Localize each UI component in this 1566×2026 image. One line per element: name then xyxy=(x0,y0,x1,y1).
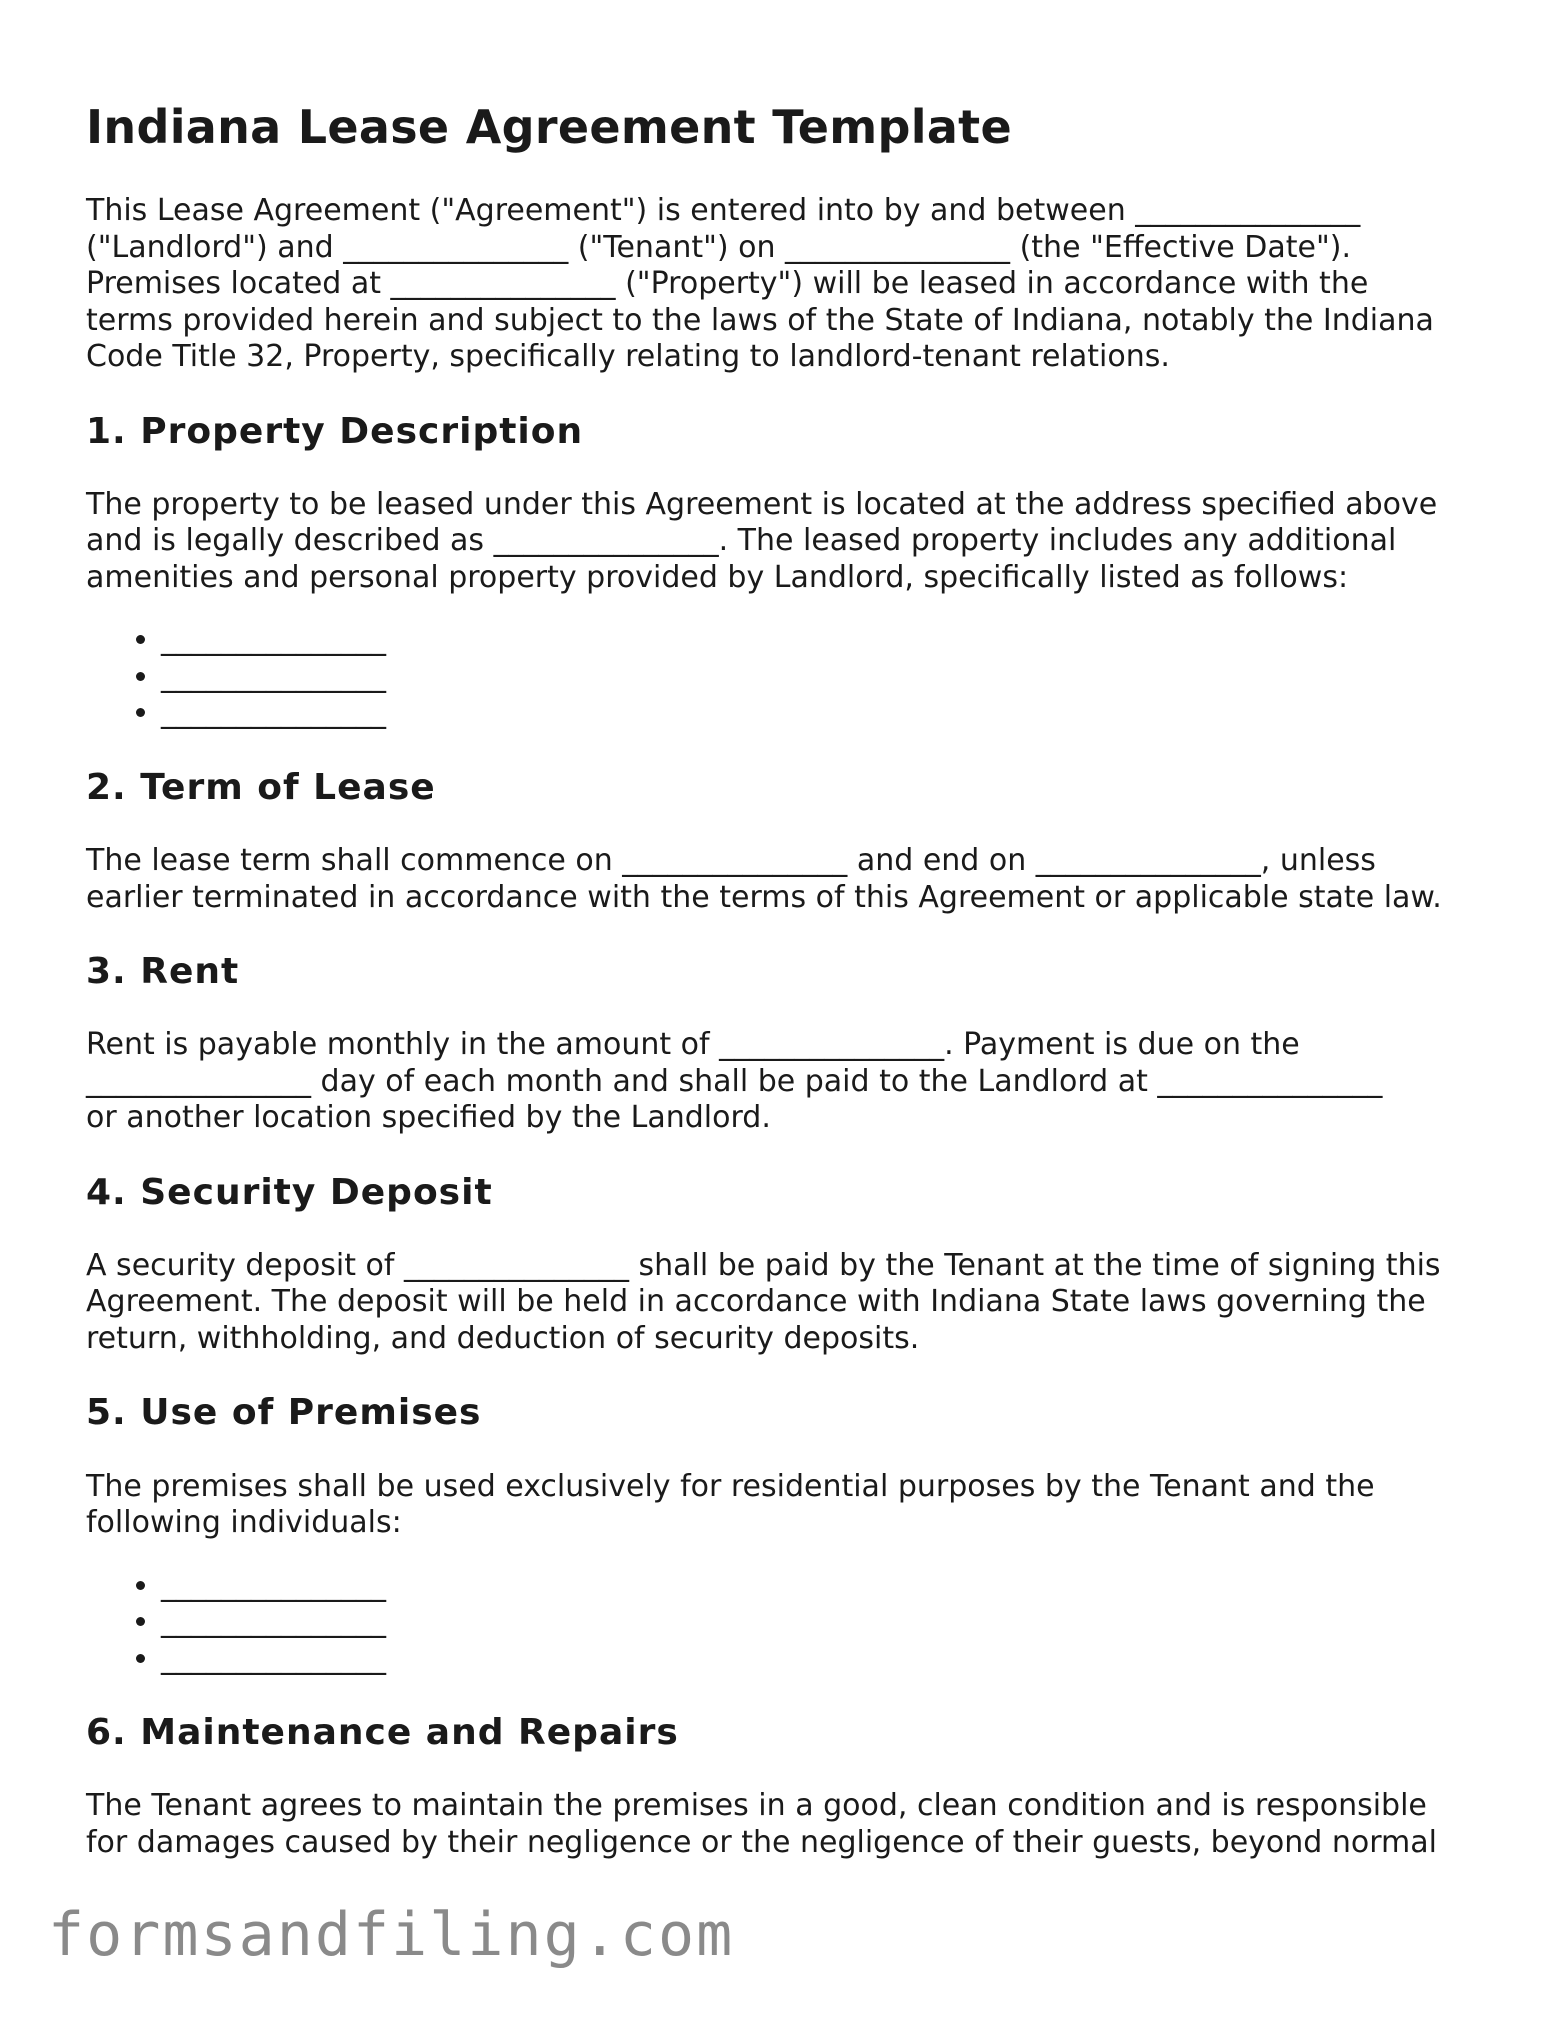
list-item: • _______________ xyxy=(161,1568,1486,1605)
list-item: • _______________ xyxy=(161,1641,1486,1678)
document-title: Indiana Lease Agreement Template xyxy=(86,100,1012,154)
section-body-security-deposit: A security deposit of _______________ shall be paid by the Tenant at the time of signing this Agreement. The deposit will be held in accordance with Indiana State laws governing the return, withholding, and deduction of security deposits. xyxy=(86,1247,1441,1356)
section-body-use-of-premises: The premises shall be used exclusively for residential purposes by the Tenant and the following individuals: xyxy=(86,1468,1375,1541)
list-item: • _______________ xyxy=(161,622,1486,659)
section-heading-security-deposit: 4. Security Deposit xyxy=(86,1171,493,1213)
section-heading-property-description: 1. Property Description xyxy=(86,410,584,452)
watermark: formsandfiling.com xyxy=(48,1900,735,1970)
section-heading-term-of-lease: 2. Term of Lease xyxy=(86,766,436,808)
list-item: • _______________ xyxy=(161,659,1486,696)
section-body-maintenance-and-repairs: The Tenant agrees to maintain the premises in a good, clean condition and is responsible for damages caused by their negligence or the negligence of their guests, beyond normal xyxy=(86,1788,1437,1860)
list-item: • _______________ xyxy=(161,1604,1486,1641)
document-page xyxy=(86,100,1486,1861)
list-item: • _______________ xyxy=(161,695,1486,732)
section-heading-use-of-premises: 5. Use of Premises xyxy=(86,1392,482,1434)
section-body-term-of-lease: The lease term shall commence on _______________ and end on _______________, unless earlier terminated in accordance with the terms of this Agreement or applicable state law. xyxy=(86,843,1442,915)
intro-paragraph: This Lease Agreement ("Agreement") is entered into by and between _______________ ("Landlord") and _______________ ("Tenant") on _______________ (the "Effective Date"). Premises located at _______________ ("Property") will be leased in accordance with the terms provided herein and subject to the laws of the State of Indiana, notably the Indiana Code Title 32, Property, specifically relating to landlord-tenant relations. xyxy=(86,193,1434,375)
section-body-property-description: The property to be leased under this Agreement is located at the address specified above and is legally described as _______________. The leased property includes any additional amenities and personal property provided by Landlord, specifically listed as follows: xyxy=(86,486,1438,595)
section-heading-maintenance-and-repairs: 6. Maintenance and Repairs xyxy=(86,1712,679,1754)
section-body-rent: Rent is payable monthly in the amount of _______________. Payment is due on the _______________ day of each month and shall be paid to the Landlord at _______________ or another location specified by the Landlord. xyxy=(86,1027,1383,1136)
amenities-list xyxy=(86,622,1486,732)
section-heading-rent: 3. Rent xyxy=(86,951,240,993)
occupants-list xyxy=(86,1568,1486,1678)
